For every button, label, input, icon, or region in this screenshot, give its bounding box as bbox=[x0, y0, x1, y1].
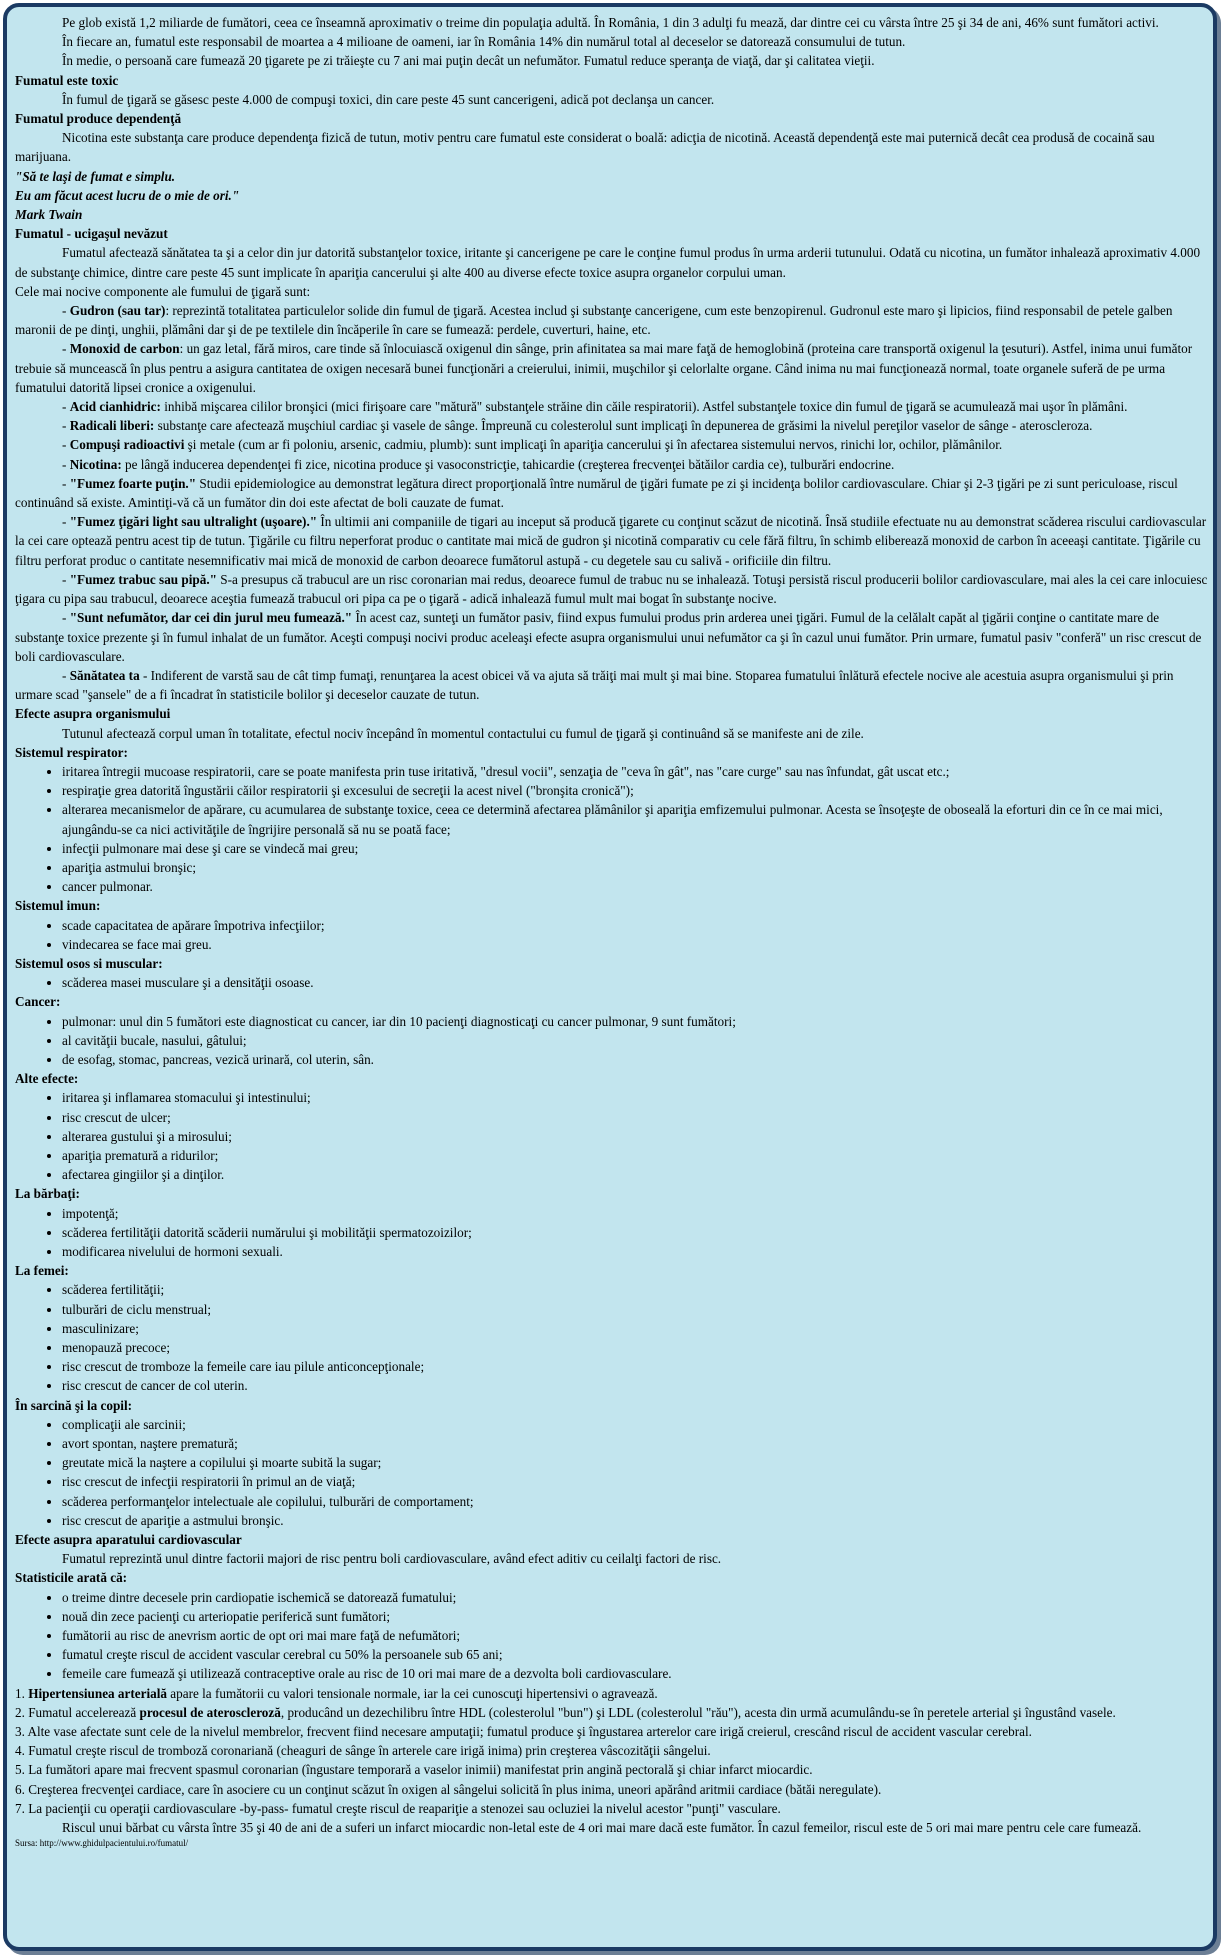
section-heading: Fumatul este toxic bbox=[15, 72, 119, 88]
list-item: • infecţii pulmonare mai dese şi care se vindecă mai greu; bbox=[62, 839, 1211, 858]
paragraph: În fumul de ţigară se găsesc peste 4.000 de compuşi toxici, din care peste 45 sunt cancerigeni, adică pot declanşa un cancer. bbox=[62, 91, 715, 107]
effects-list bbox=[15, 1088, 1211, 1184]
component-item bbox=[15, 435, 1211, 454]
component-item bbox=[15, 455, 1211, 474]
subsection-heading: Cancer: bbox=[15, 994, 61, 1010]
list-item: • risc crescut de tromboze la femeile care iau pilule anticoncepţionale; bbox=[62, 1357, 1211, 1376]
dash: - bbox=[62, 610, 70, 626]
list-item: • risc crescut de ulcer; bbox=[62, 1108, 1211, 1127]
quote-line: Eu am făcut acest lucru de o mie de ori." bbox=[15, 187, 240, 203]
statistics-list bbox=[15, 1588, 1211, 1684]
component-name: "Sunt nefumător, dar cei din jurul meu fumează." bbox=[69, 610, 353, 626]
list-item: • alterarea mecanismelor de apărare, cu acumularea de substanţe toxice, ceea ce determină afectarea plămânilor şi apariţia emfizemului pulmonar. Acesta se însoţeşte de oboseală la eforturi din ce în ce mai mici, ajungându-se ca nici activităţile de îngrijire personală să nu se poată face; bbox=[62, 800, 1211, 838]
paragraph: În fiecare an, fumatul este responsabil de moartea a 4 milioane de oameni, iar în România 14% din numărul total al deceselor se datorează consumului de tutun. bbox=[62, 34, 906, 50]
list-item: • afectarea gingiilor şi a dinţilor. bbox=[62, 1165, 1211, 1184]
section-heading: Fumatul produce dependenţă bbox=[15, 111, 182, 127]
section-heading: Statisticile arată că: bbox=[15, 1570, 128, 1586]
effects-list bbox=[15, 1012, 1211, 1070]
component-name: "Fumez foarte puţin." bbox=[69, 475, 197, 491]
list-item: • modificarea nivelului de hormoni sexuali. bbox=[62, 1242, 1211, 1261]
list-item: • de esofag, stomac, pancreas, vezică urinară, col uterin, sân. bbox=[62, 1050, 1211, 1069]
list-item: • tulburări de ciclu menstrual; bbox=[62, 1300, 1211, 1319]
component-name: Gudron (sau tar) bbox=[69, 303, 166, 319]
list-item: • greutate mică la naştere a copilului şi moarte subită la sugar; bbox=[62, 1453, 1211, 1472]
component-text: În acest caz, sunteţi un fumător pasiv, fiind expus fumului produs prin arderea unei ţigări. Fumul de la celălalt capăt al ţigării conţine o cantitate mare de substanţe toxice prezente şi în fumul inhalat de un fumător. Aceşti compuşi nocivi produc aceleaşi efecte asupra organismului unui nefumător ca şi în cazul unui fumător. Prin urmare, fumatul pasiv "conferă" un risc crescut de boli cardiovasculare. bbox=[15, 610, 1202, 664]
paragraph: Fumatul afectează sănătatea ta şi a celor din jur datorită substanţelor toxice, iritante şi cancerigene pe care le conţine fumul produs în urma arderii tutunului. Odată cu nicotina, un fumător inhalează aproximativ 4.000 de substanţe chimice, dintre care peste 45 sunt implicate în apariţia cancerului şi alte 400 au diverse efecte toxice asupra organelor corpului uman. bbox=[15, 245, 1201, 280]
source-line: Sursa: http://www.ghidulpacientului.ro/fumatul/ bbox=[15, 1838, 189, 1849]
list-item: • iritarea şi inflamarea stomacului şi intestinului; bbox=[62, 1088, 1211, 1107]
list-item: • scăderea fertilităţii; bbox=[62, 1280, 1211, 1299]
quote-author: Mark Twain bbox=[15, 207, 83, 223]
dash: - bbox=[62, 341, 70, 357]
number: 1. bbox=[15, 1685, 29, 1701]
paragraph: Tutunul afectează corpul uman în totalitate, efectul nociv începând în momentul contactului cu fumul de ţigară şi continuând să se manifeste ani de zile. bbox=[62, 725, 864, 741]
list-item: • o treime dintre decesele prin cardiopatie ischemică se datorează fumatului; bbox=[62, 1588, 1211, 1607]
component-name: Nicotina: bbox=[69, 456, 122, 472]
subsection-heading: Sistemul respirator: bbox=[15, 744, 128, 760]
item-text: 2. Fumatul accelerează bbox=[15, 1704, 140, 1720]
component-text: substanţe care afectează muşchiul cardiac şi vasele de sânge. Împreună cu colesterolul sunt implicaţi în depunerea de grăsimi la nivelul pereţilor vaselor de sânge - ateroscleroza. bbox=[154, 418, 1093, 434]
component-name: Radicali liberi: bbox=[69, 418, 155, 434]
effects-list bbox=[15, 1204, 1211, 1262]
subsection-heading: La femei: bbox=[15, 1263, 69, 1279]
section-heading: Efecte asupra aparatului cardiovascular bbox=[15, 1532, 242, 1548]
list-item: • respiraţie grea datorită îngustării căilor respiratorii şi excesului de secreţii la acest nivel ("bronşita cronică"); bbox=[62, 781, 1211, 800]
section-heading: Fumatul - ucigaşul nevăzut bbox=[15, 226, 168, 242]
component-name: "Fumez ţigări light sau ultralight (uşoare)." bbox=[69, 514, 318, 530]
list-item: • alterarea gustului şi a mirosului; bbox=[62, 1127, 1211, 1146]
component-name: Acid cianhidric: bbox=[69, 399, 161, 415]
numbered-item: 5. La fumători apare mai frecvent spasmul coronarian (îngustare temporară a vaselor inimii) manifestat prin angină pectorală şi chiar infarct miocardic. bbox=[15, 1762, 813, 1778]
quote-line: "Să te laşi de fumat e simplu. bbox=[15, 168, 176, 184]
numbered-item: 4. Fumatul creşte riscul de tromboză coronariană (cheaguri de sânge în arterele care irigă inima) prin creşterea vâscozităţii sângelui. bbox=[15, 1743, 711, 1759]
numbered-item: 3. Alte vase afectate sunt cele de la nivelul membrelor, frecvent fiind necesare amputaţii; fumatul produce şi îngustarea arterelor care irigă creierul, crescând riscul de accident vascular cerebral. bbox=[15, 1724, 1032, 1740]
list-item: • nouă din zece pacienţi cu arteriopatie periferică sunt fumători; bbox=[62, 1607, 1211, 1626]
component-text: S-a presupus că trabucul are un risc coronarian mai redus, deoarece fumul de trabuc nu se inhalează. Totuşi persistă riscul producerii bolilor cardiovasculare, mai ales la cei care inlocuiesc ţigara cu pipa sau trabucul, deoarece aceştia fumează trabucul ori pipa ca pe o ţigară - adică inhalează fumul mult mai bogat în substanţe nocive. bbox=[15, 571, 1208, 607]
component-name: "Fumez trabuc sau pipă." bbox=[69, 571, 217, 587]
component-name: Sănătatea ta bbox=[69, 667, 140, 683]
component-item bbox=[15, 666, 1211, 704]
component-item bbox=[15, 339, 1211, 397]
component-item bbox=[15, 301, 1211, 339]
bold-term: Hipertensiunea arterială bbox=[28, 1685, 167, 1701]
dash: - bbox=[62, 475, 70, 491]
document-content bbox=[15, 13, 1211, 1850]
list-item: • risc crescut de cancer de col uterin. bbox=[62, 1376, 1211, 1395]
effects-list bbox=[15, 1280, 1211, 1395]
subsection-heading: La bărbaţi: bbox=[15, 1186, 80, 1202]
subsection-heading: Sistemul imun: bbox=[15, 898, 101, 914]
list-item: • fumătorii au risc de anevrism aortic de opt ori mai mare faţă de nefumători; bbox=[62, 1626, 1211, 1645]
list-item: • risc crescut de infecţii respiratorii în primul an de viaţă; bbox=[62, 1472, 1211, 1491]
list-item: • masculinizare; bbox=[62, 1319, 1211, 1338]
list-item: • vindecarea se face mai greu. bbox=[62, 935, 1211, 954]
component-text: : reprezintă totalitatea particulelor solide din fumul de ţigară. Acestea includ şi substanţe cancerigene, cum este benzopirenul. Gudronul este maro şi lipicios, fiind responsabil de petele galben maronii de pe dinţi, unghii, plămâni dar şi de pe textilele din încăperile în care se fumează: perdele, cuverturi, haine, etc. bbox=[15, 303, 1173, 338]
dash: - bbox=[62, 418, 70, 434]
component-name: Monoxid de carbon bbox=[69, 341, 180, 357]
effects-list bbox=[15, 973, 1211, 992]
subsection-heading: Sistemul osos si muscular: bbox=[15, 955, 163, 971]
list-item: • femeile care fumează şi utilizează contraceptive orale au risc de 10 ori mai mare de a dezvolta boli cardiovasculare. bbox=[62, 1664, 1211, 1683]
list-item: • avort spontan, naştere prematură; bbox=[62, 1434, 1211, 1453]
list-item: • pulmonar: unul din 5 fumători este diagnosticat cu cancer, iar din 10 pacienţi diagnosticaţi cu cancer pulmonar, 9 sunt fumători; bbox=[62, 1012, 1211, 1031]
list-item: • cancer pulmonar. bbox=[62, 877, 1211, 896]
numbered-item bbox=[15, 1684, 1211, 1703]
component-item bbox=[15, 416, 1211, 435]
paragraph: Fumatul reprezintă unul dintre factorii majori de risc pentru boli cardiovasculare, având efect aditiv cu ceilalţi factori de risc. bbox=[62, 1551, 722, 1567]
effects-list bbox=[15, 762, 1211, 896]
component-text: şi metale (cum ar fi poloniu, arsenic, cadmiu, plumb): sunt implicaţi în apariţia cancerului şi în afectarea sistemului nervos, rinichi lor, ochilor, plămânilor. bbox=[184, 437, 1003, 453]
component-text: inhibă mişcarea cililor bronşici (mici firişoare care "mătură" substanţele străine din căile respiratorii). Astfel substanţele toxice din fumul de ţigară se acumulează mai uşor în plămâni. bbox=[160, 399, 1128, 415]
list-item: • risc crescut de apariţie a astmului bronşic. bbox=[62, 1511, 1211, 1530]
component-text: pe lângă inducerea dependenţei fi zice, nicotina produce şi vasoconstricţie, tahicardie (creşterea frecvenţei bătăilor cardia ce), tulburări endocrine. bbox=[121, 456, 895, 472]
dash: - bbox=[62, 303, 70, 319]
list-item: • impotenţă; bbox=[62, 1204, 1211, 1223]
list-item: • fumatul creşte riscul de accident vascular cerebral cu 50% la persoanele sub 65 ani; bbox=[62, 1645, 1211, 1664]
subsection-heading: Alte efecte: bbox=[15, 1071, 79, 1087]
paragraph: În medie, o persoană care fumează 20 ţigarete pe zi trăieşte cu 7 ani mai puţin decât un nefumător. Fumatul reduce speranţa de viaţă, dar şi calitatea vieţii. bbox=[62, 53, 875, 69]
dash: - bbox=[62, 456, 70, 472]
paragraph: Pe glob există 1,2 miliarde de fumători, ceea ce înseamnă aproximativ o treime din populaţia adultă. În România, 1 din 3 adulţi fu mează, dar dintre cei cu vârsta între 25 şi 34 de ani, 46% sunt fumători activi. bbox=[62, 15, 1159, 30]
effects-list bbox=[15, 1415, 1211, 1530]
subsection-heading: În sarcină şi la copil: bbox=[15, 1397, 132, 1413]
component-name: Compuşi radioactivi bbox=[69, 437, 185, 453]
document-frame bbox=[3, 3, 1217, 1951]
numbered-item bbox=[15, 1703, 1211, 1722]
dash: - bbox=[62, 571, 70, 587]
item-text: , producând un dezechilibru între HDL (colesterolul "bun") şi LDL (colesterolul "rău"), acesta din urmă acumulându-se în peretele arterial şi îngustând vasele. bbox=[280, 1704, 1116, 1720]
numbered-item: 7. La pacienţii cu operaţii cardiovasculare -by-pass- fumatul creşte riscul de reapariţie a stenozei sau ocluziei la nivelul acestor "punţi" vasculare. bbox=[15, 1800, 781, 1816]
list-item: • scăderea performanţelor intelectuale ale copilului, tulburări de comportament; bbox=[62, 1492, 1211, 1511]
paragraph: Cele mai nocive componente ale fumului de ţigară sunt: bbox=[15, 283, 311, 299]
dash: - bbox=[62, 667, 70, 683]
paragraph: Nicotina este substanţa care produce dependenţa fizică de tutun, motiv pentru care fumatul este considerat o boală: adicţia de nicotină. Această dependenţă este mai puternică decât cea produsă de cocaină sau marijuana. bbox=[15, 130, 1155, 165]
component-item bbox=[15, 570, 1211, 608]
list-item: • menopauză precoce; bbox=[62, 1338, 1211, 1357]
dash: - bbox=[62, 514, 70, 530]
section-heading: Efecte asupra organismului bbox=[15, 706, 171, 722]
component-item bbox=[15, 608, 1211, 666]
component-item bbox=[15, 397, 1211, 416]
effects-list bbox=[15, 916, 1211, 954]
dash: - bbox=[62, 399, 70, 415]
list-item: • scade capacitatea de apărare împotriva infecţiilor; bbox=[62, 916, 1211, 935]
list-item: • apariţia prematură a ridurilor; bbox=[62, 1146, 1211, 1165]
bold-term: procesul de ateroscleroză bbox=[139, 1704, 281, 1720]
effects-sections bbox=[15, 743, 1211, 1530]
list-item: • iritarea întregii mucoase respiratorii, care se poate manifesta prin tuse iritativă, "dresul vocii", senzaţia de "ceva în gât", nas "care curge" sau nas înfundat, gât uscat etc.; bbox=[62, 762, 1211, 781]
component-text: Studii epidemiologice au demonstrat legătura direct proporţională între numărul de ţigări fumate pe zi şi incidenţa bolilor cardiovasculare. Chiar şi 2-3 ţigări pe zi sunt periculoase, riscul continuând să existe. Amintiţi-vă că un fumător din doi este afectat de boli cauzate de fumat. bbox=[15, 475, 1178, 511]
dash: - bbox=[62, 437, 70, 453]
component-item bbox=[15, 512, 1211, 570]
list-item: • apariţia astmului bronşic; bbox=[62, 858, 1211, 877]
component-text: : un gaz letal, fără miros, care tinde să înlocuiască oxigenul din sânge, prin afinitatea sa mai mare faţă de hemoglobină (proteina care transportă oxigenul la ţesuturi). Astfel, inima unui fumător trebuie să muncească în plus pentru a asigura cantitatea de oxigen necesară bunei funcţionări a creierului, inimii, muşchilor şi celorlalte organe. Când inima nu mai funcţionează normal, toate organele suferă de pe urma fumatului datorită lipsei cronice a oxigenului. bbox=[15, 341, 1193, 395]
component-text: În ultimii ani companiile de tigari au inceput să producă ţigarete cu conţinut scăzut de nicotină. Însă studiile efectuate nu au demonstrat scăderea riscului cardiovascular la cei care optează pentru acest tip de tutun. Ţigările cu filtru neperforat produc o cantitate mai mică de gudron şi nicotină comparativ cu cele fără filtru, în schimb eliberează monoxid de carbon în aceeaşi cantitate. Ţigările cu filtru perforat produc o cantitate nesemnificativ mai mică de monoxid de carbon deoarece fumătorul astupă - cu degetele sau cu salivă - orificiile din filtru. bbox=[15, 514, 1207, 568]
list-item: • al cavităţii bucale, nasului, gâtului; bbox=[62, 1031, 1211, 1050]
numbered-item: 6. Creşterea frecvenţei cardiace, care în asociere cu un conţinut scăzut în oxigen al sângelui solicită în plus inima, uneori apărând aritmii cardiace (bătăi neregulate). bbox=[15, 1781, 882, 1797]
list-item: • scăderea fertilităţii datorită scăderii numărului şi mobilităţii spermatozoizilor; bbox=[62, 1223, 1211, 1242]
component-item bbox=[15, 474, 1211, 512]
list-item: • scăderea masei musculare şi a densităţii osoase. bbox=[62, 973, 1211, 992]
paragraph: Riscul unui bărbat cu vârsta între 35 şi 40 de ani de a suferi un infarct miocardic non-letal este de 4 ori mai mare dacă este fumător. În cazul femeilor, riscul este de 5 ori mai mare pentru cele care fumează. bbox=[62, 1820, 1142, 1836]
list-item: • complicaţii ale sarcinii; bbox=[62, 1415, 1211, 1434]
component-text: - Indiferent de varstă sau de cât timp fumaţi, renunţarea la acest obicei vă va ajuta să trăiţi mai mult şi mai bine. Stoparea fumatului înlătură efectele nocive ale acestuia asupra organismului şi prin urmare scad "şansele" de a fi încadrat în statisticile bolilor şi deceselor cauzate de tutun. bbox=[15, 667, 1174, 703]
item-text: apare la fumătorii cu valori tensionale normale, iar la cei cunoscuţi hipertensivi o agravează. bbox=[167, 1685, 658, 1701]
